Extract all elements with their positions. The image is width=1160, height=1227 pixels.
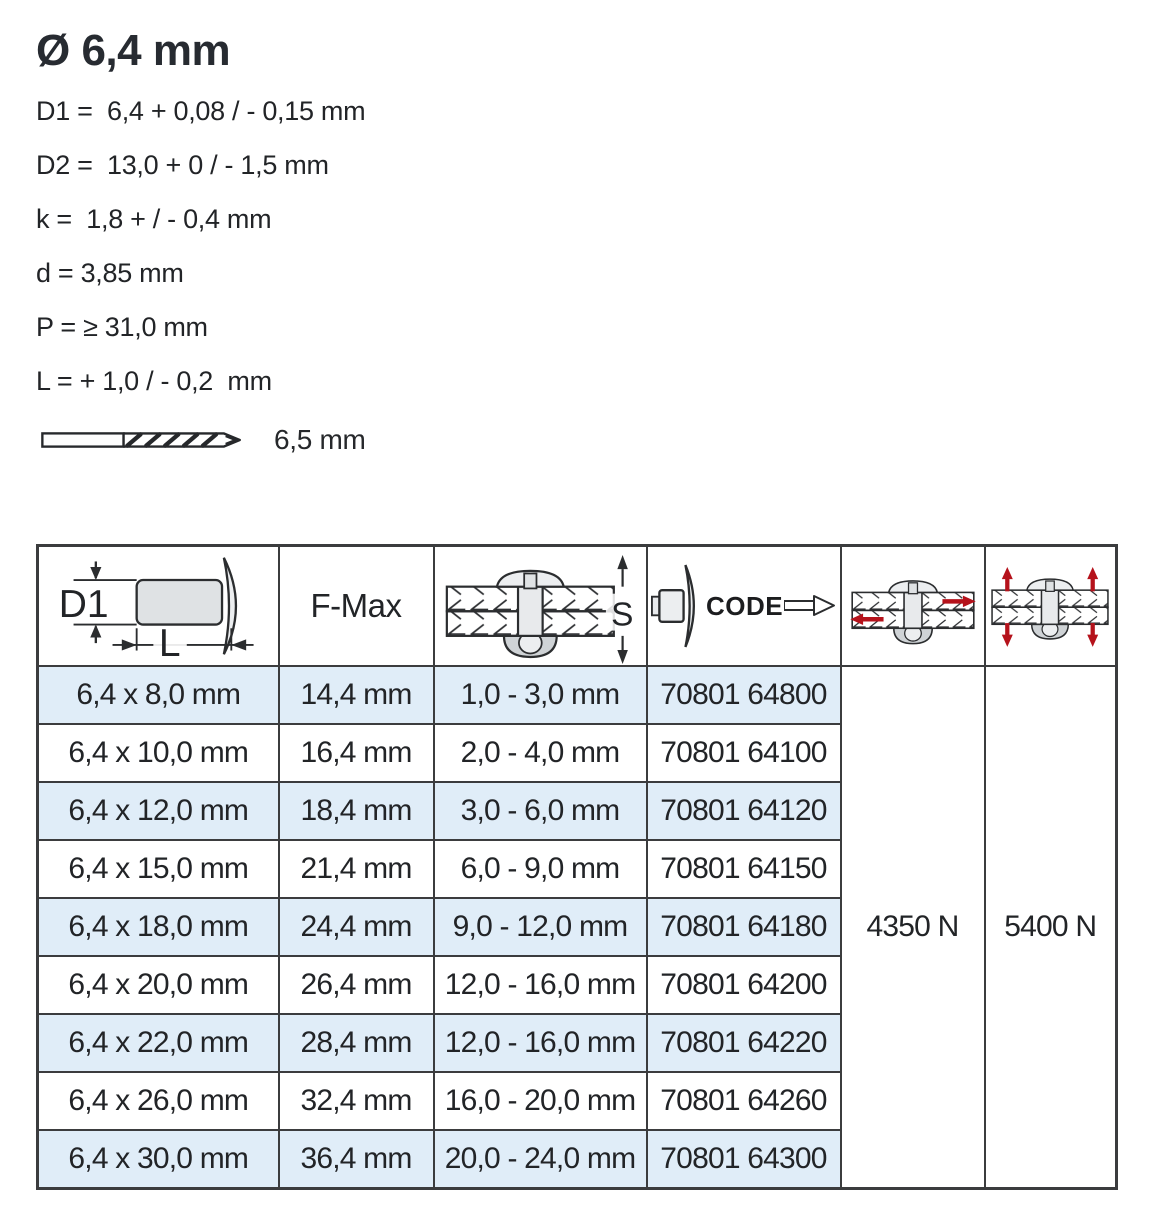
size-cell: 6,4 x 15,0 mm	[38, 840, 279, 898]
code-cell: 70801 64200	[647, 956, 841, 1014]
fmax-cell: 28,4 mm	[279, 1014, 434, 1072]
fmax-cell: 18,4 mm	[279, 782, 434, 840]
spec-line-l: L = + 1,0 / - 0,2 mm	[36, 366, 272, 396]
mandrel-icon	[784, 592, 836, 620]
fmax-cell: 16,4 mm	[279, 724, 434, 782]
grip-cell: 16,0 - 20,0 mm	[434, 1072, 647, 1130]
header-dimensions-cell	[38, 546, 279, 667]
s-label: S	[611, 596, 634, 634]
code-cell: 70801 64300	[647, 1130, 841, 1189]
table-header-row	[38, 546, 1117, 667]
spec-line-p: P = ≥ 31,0 mm	[36, 312, 208, 342]
code-cell: 70801 64150	[647, 840, 841, 898]
size-cell: 6,4 x 30,0 mm	[38, 1130, 279, 1189]
code-cell: 70801 64120	[647, 782, 841, 840]
header-tensile-cell	[985, 546, 1117, 667]
grip-cell: 9,0 - 12,0 mm	[434, 898, 647, 956]
grip-cell: 12,0 - 16,0 mm	[434, 1014, 647, 1072]
fmax-cell: 14,4 mm	[279, 666, 434, 724]
grip-cell: 6,0 - 9,0 mm	[434, 840, 647, 898]
spec-line-d2: D2 = 13,0 + 0 / - 1,5 mm	[36, 150, 329, 180]
tensile-strength-icon	[989, 563, 1111, 649]
grip-cell: 3,0 - 6,0 mm	[434, 782, 647, 840]
spec-line-k: k = 1,8 + / - 0,4 mm	[36, 204, 272, 234]
code-header-label: CODE	[705, 590, 784, 621]
table-row	[38, 666, 1117, 724]
grip-cell: 12,0 - 16,0 mm	[434, 956, 647, 1014]
rivet-spec-table	[36, 544, 1118, 1190]
rivet-dimension-diagram-icon	[55, 554, 261, 658]
size-cell: 6,4 x 10,0 mm	[38, 724, 279, 782]
grip-cell: 1,0 - 3,0 mm	[434, 666, 647, 724]
fmax-cell: 24,4 mm	[279, 898, 434, 956]
drill-size-row	[36, 422, 1160, 458]
code-cell: 70801 64100	[647, 724, 841, 782]
code-cell: 70801 64220	[647, 1014, 841, 1072]
grip-cell: 2,0 - 4,0 mm	[434, 724, 647, 782]
header-shear-cell	[841, 546, 985, 667]
tensile-value-cell: 5400 N	[985, 666, 1117, 1189]
shear-value-cell: 4350 N	[841, 666, 985, 1189]
header-grip-range-cell	[434, 546, 647, 667]
size-cell: 6,4 x 26,0 mm	[38, 1072, 279, 1130]
d1-label: D1	[58, 583, 109, 627]
header-fmax-cell	[279, 546, 434, 667]
grip-cell: 20,0 - 24,0 mm	[434, 1130, 647, 1189]
size-cell: 6,4 x 8,0 mm	[38, 666, 279, 724]
fmax-cell: 26,4 mm	[279, 956, 434, 1014]
size-cell: 6,4 x 22,0 mm	[38, 1014, 279, 1072]
grip-range-diagram-icon	[442, 548, 638, 664]
size-cell: 6,4 x 18,0 mm	[38, 898, 279, 956]
fmax-header-label: F-Max	[310, 587, 402, 624]
fmax-cell: 36,4 mm	[279, 1130, 434, 1189]
code-cell: 70801 64800	[647, 666, 841, 724]
size-cell: 6,4 x 20,0 mm	[38, 956, 279, 1014]
drill-size-label: 6,5 mm	[274, 424, 366, 455]
code-cell: 70801 64260	[647, 1072, 841, 1130]
size-cell: 6,4 x 12,0 mm	[38, 782, 279, 840]
page-title: Ø 6,4 mm	[36, 26, 231, 75]
code-cell: 70801 64180	[647, 898, 841, 956]
shear-strength-icon	[849, 564, 977, 649]
fmax-cell: 21,4 mm	[279, 840, 434, 898]
fmax-cell: 32,4 mm	[279, 1072, 434, 1130]
rivet-side-icon	[651, 559, 705, 653]
spec-line-d1: D1 = 6,4 + 0,08 / - 0,15 mm	[36, 96, 366, 126]
spec-line-d: d = 3,85 mm	[36, 258, 184, 288]
l-label: L	[159, 622, 181, 658]
drill-bit-icon	[36, 423, 248, 457]
header-code-cell	[647, 546, 841, 667]
